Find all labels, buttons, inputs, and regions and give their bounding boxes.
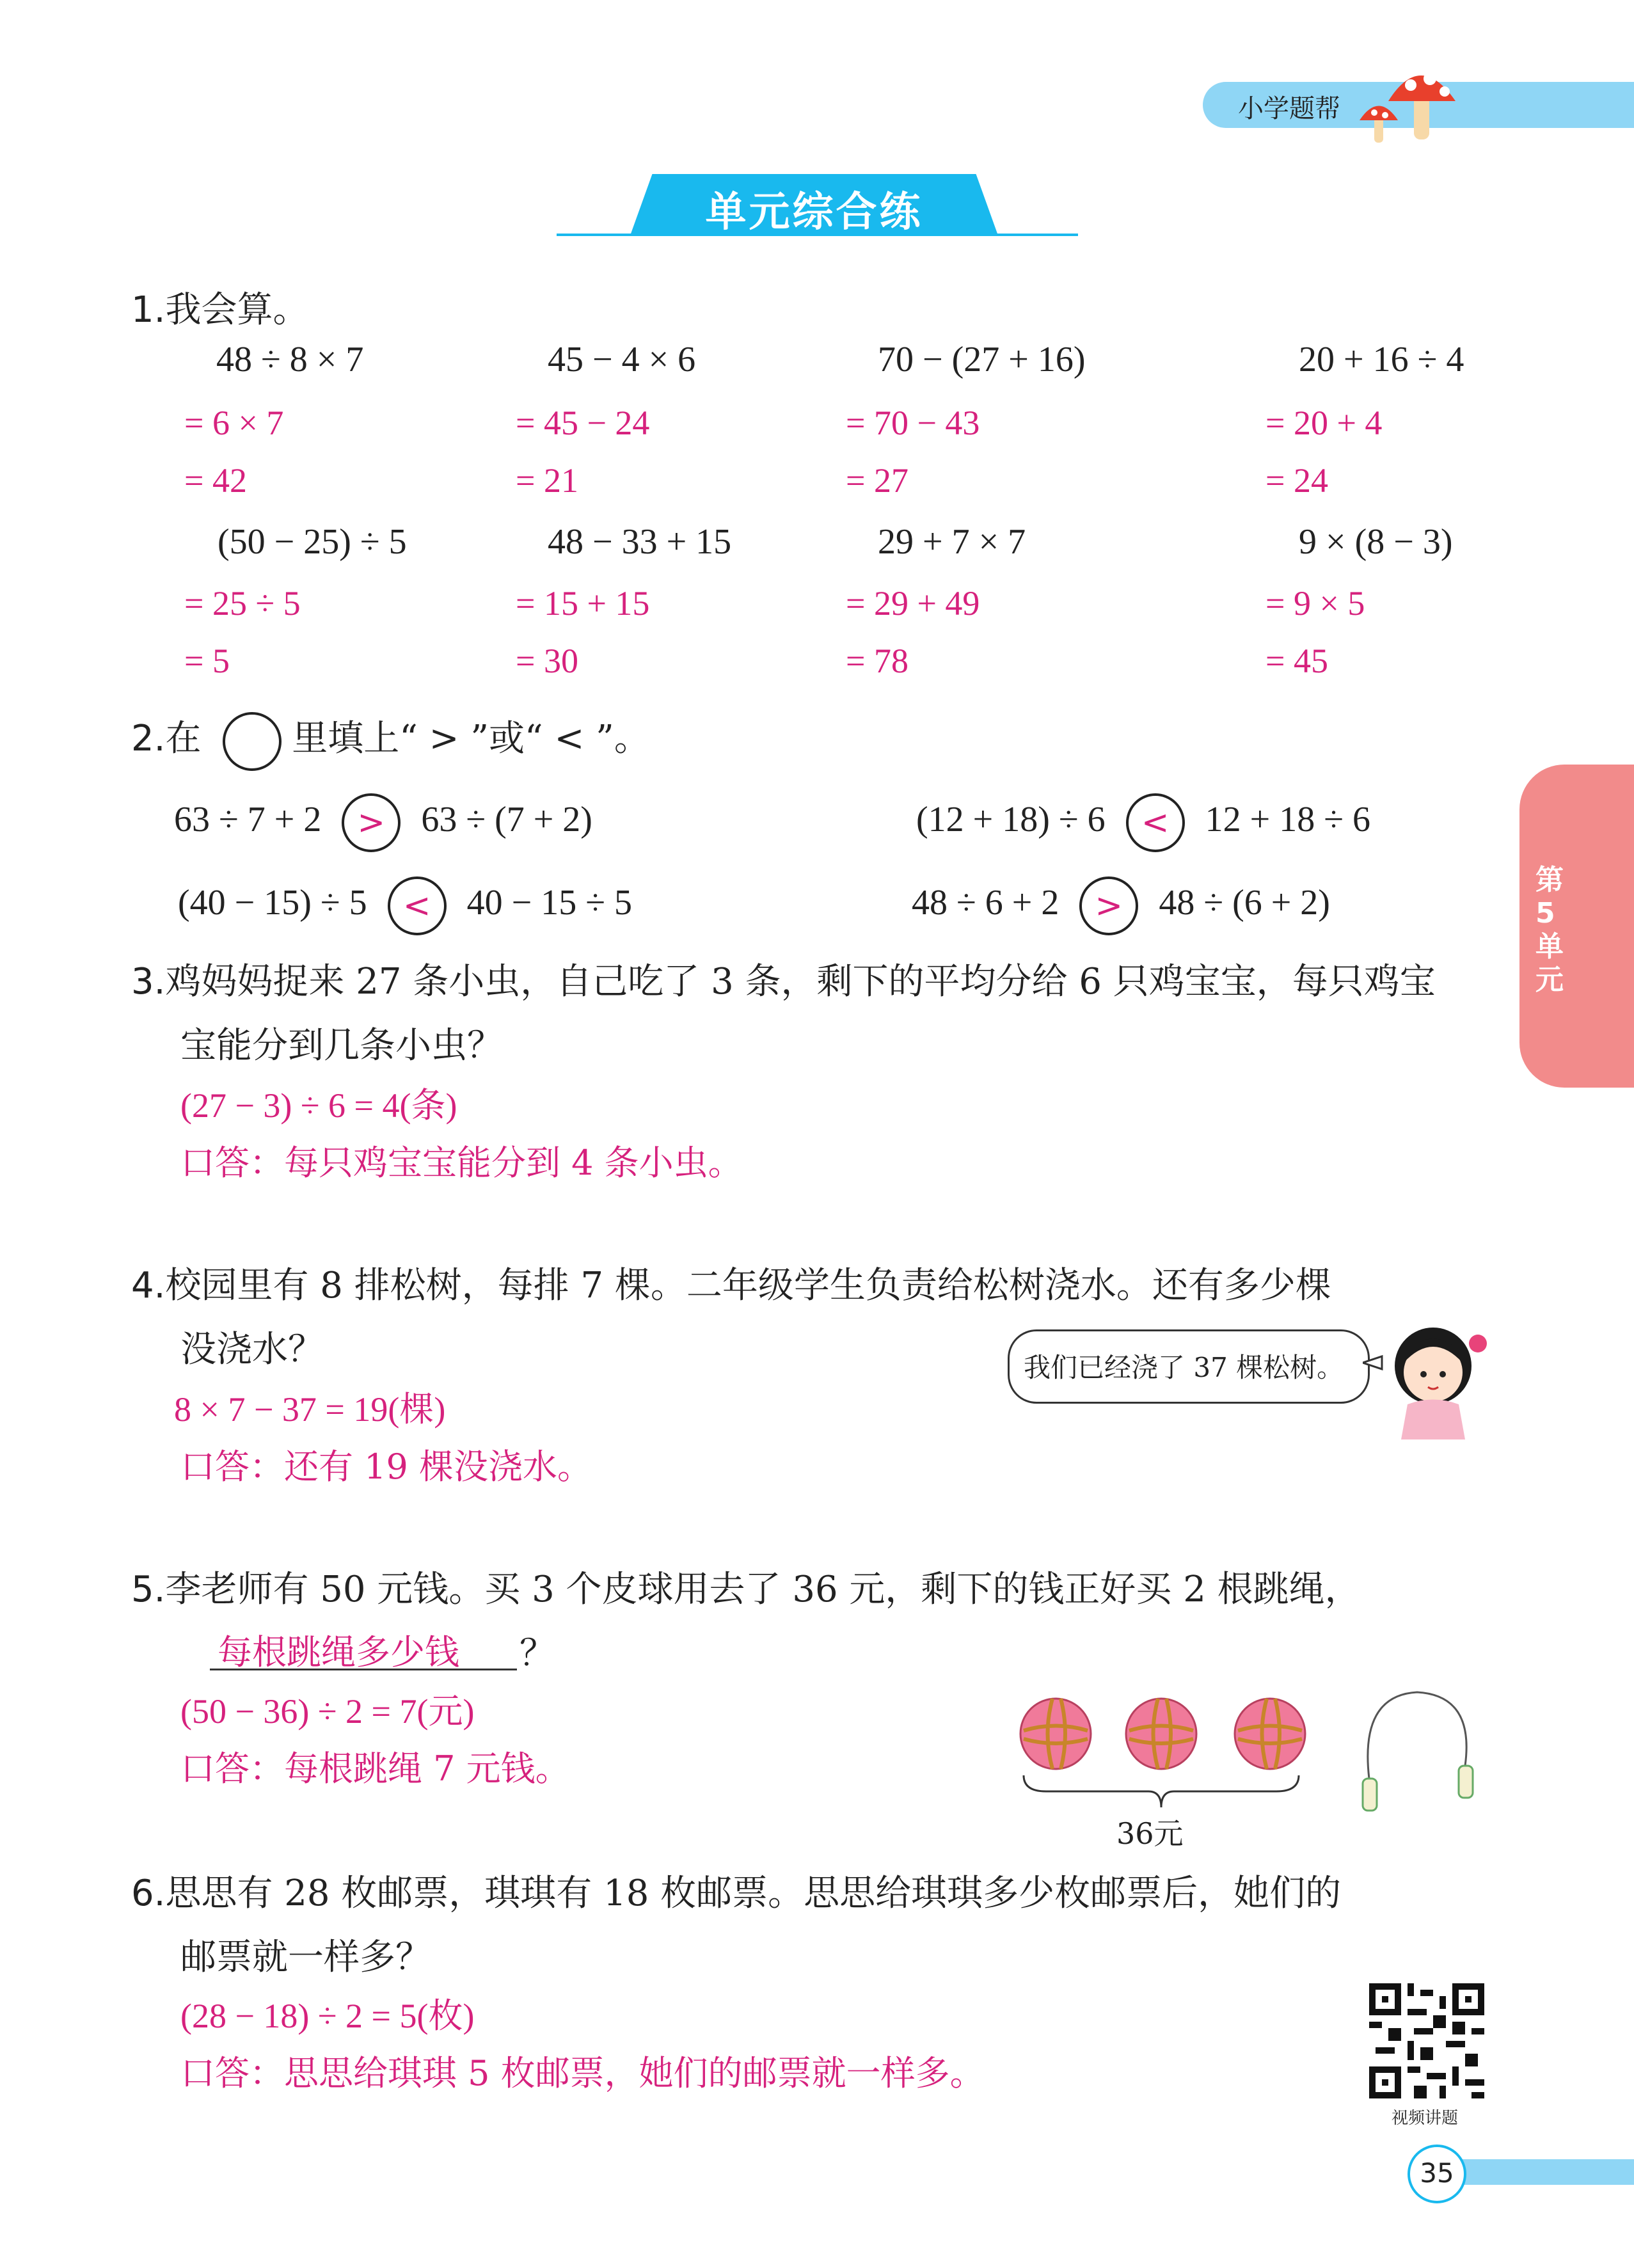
compare-circle[interactable]: > [1079, 876, 1138, 935]
compare-circle[interactable]: < [388, 876, 447, 935]
q1-step1-1: = 6 × 7 [184, 404, 284, 442]
q4-answer: 8 × 7 − 37 = 19(棵) [174, 1390, 446, 1429]
brace-icon [1020, 1772, 1302, 1811]
q1-step1-2: = 45 − 24 [516, 404, 650, 442]
page-number: 35 [1420, 2157, 1454, 2189]
price-label: 36元 [1116, 1816, 1184, 1851]
q6-answer: (28 − 18) ÷ 2 = 5(枚) [180, 1997, 475, 2035]
q6-line1: 6.思思有 28 枚邮票，琪琪有 18 枚邮票。思思给琪琪多少枚邮票后，她们的 [131, 1873, 1342, 1914]
q5-line1: 5.李老师有 50 元钱。买 3 个皮球用去了 36 元，剩下的钱正好买 2 根跳绳， [131, 1569, 1361, 1610]
qr-caption: 视频讲题 [1392, 2109, 1459, 2128]
q1-expr-6: 48 − 33 + 15 [548, 522, 732, 562]
unit-side-tab-label: 第5单元 [1535, 864, 1564, 996]
q3-reply: 口答：每只鸡宝宝能分到 4 条小虫。 [180, 1143, 743, 1183]
q1-step1-8: = 9 × 5 [1265, 584, 1365, 623]
q1-step2-1: = 42 [184, 461, 247, 500]
q5-reply: 口答：每根跳绳 7 元钱。 [180, 1749, 570, 1789]
q1-step1-5: = 25 ÷ 5 [184, 584, 301, 623]
q1-expr-8: 9 × (8 − 3) [1299, 522, 1453, 562]
empty-circle-icon [223, 712, 282, 771]
ball-icon [1232, 1695, 1308, 1772]
q3-answer: (27 − 3) ÷ 6 = 4(条) [180, 1086, 457, 1125]
ball-icon [1017, 1695, 1094, 1772]
q4-line2: 没浇水？ [180, 1329, 324, 1370]
q4-line1: 4.校园里有 8 排松树，每排 7 棵。二年级学生负责给松树浇水。还有多少棵 [131, 1265, 1331, 1306]
q1-expr-7: 29 + 7 × 7 [878, 522, 1026, 562]
compare-circle[interactable]: > [342, 793, 401, 852]
q1-expr-5: (50 − 25) ÷ 5 [218, 522, 407, 562]
q5-blank-answer: 每根跳绳多少钱 [218, 1632, 459, 1672]
speech-bubble-text: 我们已经浇了 37 棵松树。 [1024, 1352, 1344, 1383]
qr-code-icon[interactable] [1369, 1983, 1484, 2098]
q1-step2-6: = 30 [516, 642, 578, 680]
q4-reply: 口答：还有 19 棵没浇水。 [180, 1447, 592, 1487]
ball-icon [1123, 1695, 1200, 1772]
q1-step2-7: = 78 [846, 642, 908, 680]
q3-line2: 宝能分到几条小虫？ [180, 1025, 503, 1067]
girl-icon [1363, 1318, 1503, 1439]
q2-item-2: (12 + 18) ÷ 6 < 12 + 18 ÷ 6 [916, 793, 1370, 852]
q1-step2-2: = 21 [516, 461, 578, 500]
q1-step1-4: = 20 + 4 [1265, 404, 1383, 442]
page-title: 单元综合练 [705, 189, 923, 236]
q5-answer: (50 − 36) ÷ 2 = 7(元) [180, 1692, 475, 1731]
compare-circle[interactable]: < [1126, 793, 1185, 852]
brand-label: 小学题帮 [1238, 94, 1340, 123]
q3-line1: 3.鸡妈妈捉来 27 条小虫，自己吃了 3 条，剩下的平均分给 6 只鸡宝宝，每只鸡宝 [131, 961, 1436, 1003]
q1-expr-2: 45 − 4 × 6 [548, 340, 696, 379]
q2-item-1: 63 ÷ 7 + 2 > 63 ÷ (7 + 2) [174, 793, 592, 852]
q1-step2-3: = 27 [846, 461, 908, 500]
q2-prompt: 2.在 里填上“ > ”或“ < ”。 [131, 710, 650, 771]
q1-expr-4: 20 + 16 ÷ 4 [1299, 340, 1464, 379]
q1-step1-6: = 15 + 15 [516, 584, 650, 623]
q1-step2-8: = 45 [1265, 642, 1328, 680]
q1-step1-7: = 29 + 49 [846, 584, 980, 623]
q5-line2-end: ？ [520, 1633, 555, 1674]
q1-step2-5: = 5 [184, 642, 230, 680]
q2-item-3: (40 − 15) ÷ 5 < 40 − 15 ÷ 5 [178, 876, 632, 935]
jump-rope-icon [1353, 1683, 1481, 1817]
q1-expr-3: 70 − (27 + 16) [878, 340, 1086, 379]
q1-step2-4: = 24 [1265, 461, 1328, 500]
q6-line2: 邮票就一样多？ [180, 1937, 431, 1978]
mushroom-icon [1350, 56, 1465, 146]
q2-item-4: 48 ÷ 6 + 2 > 48 ÷ (6 + 2) [912, 876, 1330, 935]
q6-reply: 口答：思思给琪琪 5 枚邮票，她们的邮票就一样多。 [180, 2053, 985, 2093]
q1-step1-3: = 70 − 43 [846, 404, 980, 442]
q1-expr-1: 48 ÷ 8 × 7 [216, 340, 364, 379]
q1-prompt: 1.我会算。 [131, 289, 309, 331]
